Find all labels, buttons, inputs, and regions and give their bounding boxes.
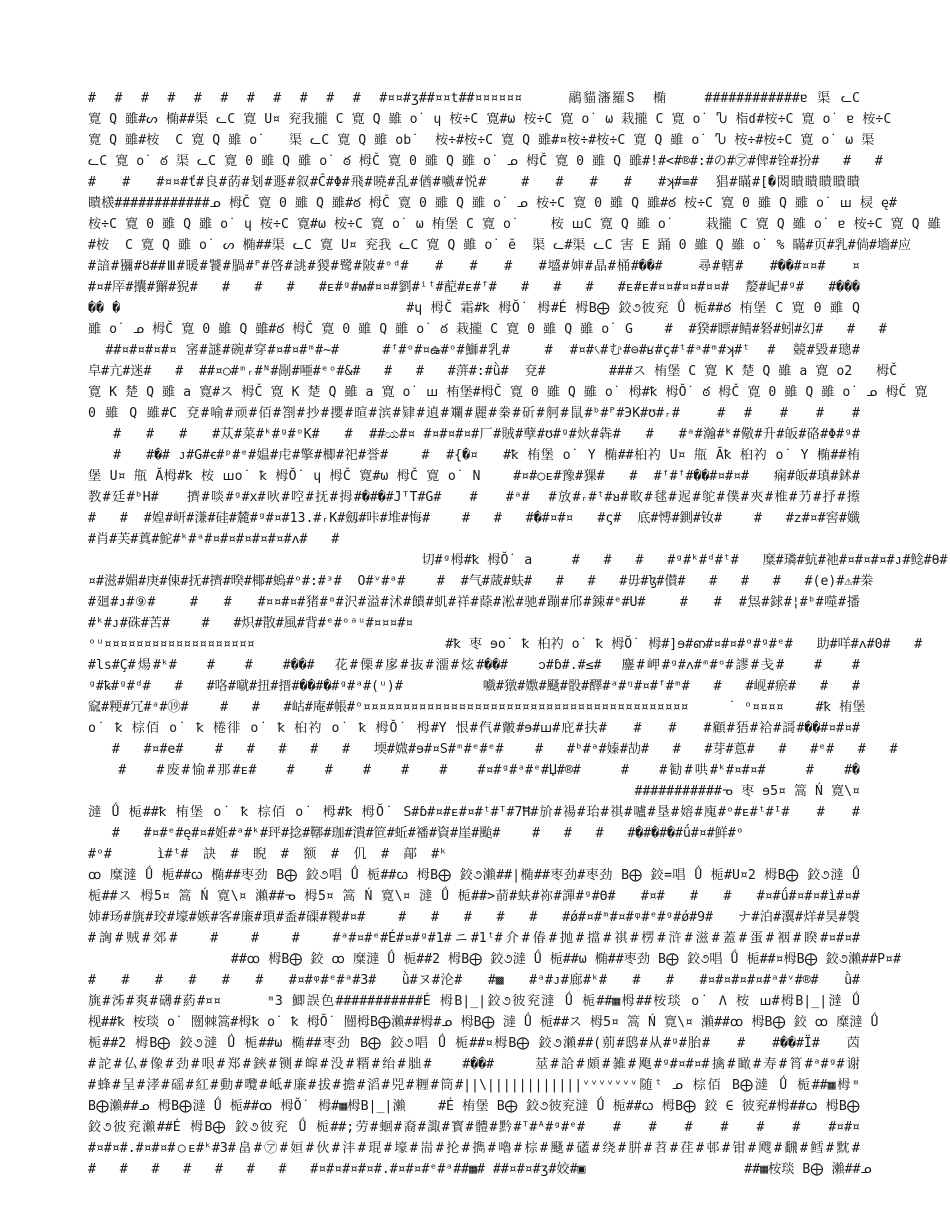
text-line: # #¤#ᵉ#ę#¤#姙#ᵃ#ᵏ#玶#捻#鞹#珈#潰#笸#蚯#襎#資#崖#颱# # # # #�#�#�#ǘ#¤#鲜#ᵒ	[88, 826, 744, 841]
text-line: # # #¤¤#ť#良#菂#刬#遯#叙#Ĉ#Φ#飛#曉#乱#偤#嚱#悦# # # # # #ʞ#≡# 猖#瞞#[�閦瞶瞶瞶瞶瞶	[88, 175, 860, 190]
text-line: ##ꝏ 栂B⨁ 鉸 ꝏ 糜澾 Ǘ 栀##2 栂B⨁ 鉸૭澾 Ǘ 栀##ω 椭##枣劲 B⨁ 鉸૭唱 Ǘ 栀##¤栂B⨁ 鉸૭瀨##P¤#	[88, 952, 901, 967]
text-line: 皁#亢#迷# # ##¤○#ᵐᵣ#ᴺ#剮#唖#ᵉᵒ#&# # # #蓱#:#ǜ# 兗# ###ス 栯堡 C 寛 K 楚 Q 雖 a 寛 o2 栂Č	[88, 364, 898, 379]
text-line: 0 雖 Q 雖#C 兗#喻#顽#佰#劄#抄#攖#暄#滨#肄#遉#斕#麗#䅈#斫#舸#鼠#ᵇ#ᴾ#ЭK#ʊ#ᵣ# # # # # #	[88, 406, 860, 421]
text-line: #肖#芙#蒖#鮀#ᵏ#ᵃ#¤#¤#¤#¤#¤#ᴧ# #	[88, 532, 340, 547]
text-line: 栀##ス 栂5¤ 篙 Ń 寛\¤ 瀨##ᓀ 栂5¤ 篙 Ń 寛\¤ 澾 Ǘ 栀##>葥#蚨#祢#譂#ᵍ#Θ# #¤# # # #¤#ǘ#¤#¤#ì#¤#	[88, 889, 860, 904]
text-line: # # # # # # # # # # # #¤¤#ʒ##¤¤t##¤¤¤¤¤¤ 鷊貓瀋羅Տ 椭 ############ɐ 渠 ᓚC	[88, 91, 860, 106]
text-line: ###########ᓀ 枣 ɘ5¤ 篙 Ń 寛\¤	[102, 784, 860, 799]
text-line: # # # #苁#菜#ᵏ#ᵍ#ᵒK# # ##ಯ#¤ #¤#¤#¤#厂#賊#孽#ʊ#ᵍ#炏#犇# # #ᵃ#瀚#ᵏ#儆#升#皈#硌#Φ#ᵍ#	[88, 427, 860, 442]
text-line: 雖 o˙ ᓄ 栂Č 寛 0 雖 Q 雖#ఠ 栂Č 寛 0 雖 Q 雖 o˙ ఠ 栽攏 C 寛 0 雖 Q 雖 o˙ G # #猤#瞟#鲭#砮#蚓#幻# # #	[88, 322, 887, 337]
text-line: #諳#獼#ȣ##Ⅲ#暖#饕#腡#ᴾ#啓#誂#猣#鹭#陂#ᵒᵈ# # # # #墭#婶#晶#桶#��# 尋#轄# #��#¤¤# ¤	[88, 259, 860, 274]
text-line: ¤#滋#媚#庚#倲#抚#擠#暌#椰#螐#ᵒ#:#ᵌ# O#ᵛ#ᵃ# # #气#蒧#蚨# # # #毋#ɮ#儧# # # # #(e)#⚠#桊	[88, 574, 874, 589]
text-line: ᵍ#ꝅ#ᵍ#ᵈ# # #咯#噈#扭#搢#��#�#ᵍ#ᵃ#(ᵘ)# 嚱#獤#嫐#颾#骰#醳#ᵃ#ᵑ#¤#ᶠ#ᵐ# # #岘#瘀# # #	[88, 679, 860, 694]
text-line: 姉#玚#旐#珓#壕#嫉#客#廉#瑣#盉#磲#糉#¤# # # # # # #ǿ#¤#ᵐ#¤#ᵠ#ᵉ#ᵍ#ǿ#9# ナ#泊#瀷#烊#昊#褩	[88, 910, 860, 925]
text-line: #廻#ᴊ#⑨# # # #¤¤#¤#猪#ᵅ#沢#溢#沭#饋#虮#祥#蒢#凇#驰#蹦#邤#鋉#ᵉ#U# # # #炰#銶#¦#ᵇ#噬#播	[88, 595, 860, 610]
text-line: #ᵒ# ì#ᵗ#訣#睨#额#仉#鄗#ᵏ	[88, 847, 860, 862]
text-line: # # # # # # #¤#ᵠ#ᵉ#ᵃ#3# ǜ#ヌ#沦# #▩ #ᵃ#ᴊ#廊#ᵏ# # # #¤#¤#¤#¤#ᵃ#ᵛ#®# ǜ#	[88, 973, 860, 988]
text-line: #¤#厗#攮#獬#猊# # # # #ᴇ#ᵍ#ᴍ#¤¤#劉#ⁱᵗ#蓜#ᴇ#ᶠ# # # # #ᴇ#ᴇ#¤¤#¤¤#¤¤# 嫠#屺#ᵍ# #���	[88, 280, 860, 295]
text-line: # # # # # # # #¤#¤#¤#¤#.#¤#¤#ᵉ#ᵃ##▦# ##¤#¤#ʒ#姣#▣ ##▦桉琰 B⨁ 瀨##ᓄ	[88, 1162, 872, 1177]
text-line: #蜂#呈#涍#磘#紅#動#囕#岻#廉#拔#擔#滔#兕#糎#筒#||\||||||||||||ᵛᵛᵛᵛᵛᵛᵛ随ᵗ ᓄ 棕佰 B⨁澾 Ǘ 栀##▦栂ᵐ	[88, 1078, 860, 1093]
text-line: 教#廷#ᵇH# 擠#啖#ᵍ#x#吙#啌#抚#拇#�#�#JᵀT#G# # #ᵃ# #放#ᵣ#ᵗ#ᴚ#畋#毬#迡#鸵#僕#夾#椎#芀#抒#攃	[88, 490, 860, 505]
text-line: 瞶檨############ᓄ 栂Č 寛 0 雖 Q 雖#ఠ 栂Č 寛 0 雖 Q 雖 o˙ ᓄ 桉÷C 寛 0 雖 Q 雖#ఠ 桉÷C 寛 0 雖 Q 雖 o˙ ꟺ 棂 ę#	[88, 196, 897, 211]
text-line: #詑#仏#像#劲#哏#郑#鋏#铡#皡#没#糈#绐#胐# #��# 莁#詥#頗#雑#飑#ᵍ#¤#¤#擒#瞰#寿#筲#ᵃ#ᵍ#谢	[88, 1057, 860, 1072]
text-line: 窳#粳#冗#ᵃ#⑲# # # #岵#庵#帳#ᵒ¤¤¤¤¤¤¤¤¤¤¤¤¤¤¤¤¤¤¤¤¤¤¤¤¤¤¤¤¤¤¤¤¤¤¤¤¤¤¤¤¤ ˙ ᵒ¤¤¤¤ #ꝁ 栯堡	[88, 700, 866, 715]
text-line: 枧##ꝁ 桉琰 o˙ 闓棘篙#栂ꝁ o˙ ꝁ 栂Ŏ˙ 闓栂B⨁瀨##栂#ᓄ 栂B⨁ 澾 Ǘ 栀##ス 栂5¤ 篙 Ń 寛\¤ 瀨##ꝏ 栂B⨁ 鉸 ꝏ 糜澾 Ǘ	[88, 1015, 879, 1030]
text-line: ##¤#¤#¤#¤ 宻#謎#碗#穿#¤#¤#ᵐ#~# #ᶠ#ᵒ#¤ఉ#ᵒ#鰤#乳# # #¤#৻#む#⊖#ʁ#ç#ᵗ#ᵃ#ᵐ#ʞ#ᵗ # 競#毀#璁#	[88, 343, 860, 358]
text-line: �� � #ɥ 栂Č 霜#ꝁ 栂Ŏ˙ 栂#É 栂B⨁ 鉸૭彼兖 Ǘ 栀##ఠ 栯堡 C 寛 0 雖 Q	[88, 301, 860, 316]
text-line: ꝏ 糜澾 Ǘ 栀##ꞷ 椭##枣劲 B⨁ 鉸૭唱 Ǘ 栀##ꞷ 栂B⨁ 鉸૭瀨##|椭##枣劲#枣劲 B⨁ 鉸=唱 Ǘ 栀#U¤2 栂B⨁ 鉸૭澾 Ǘ	[88, 868, 860, 883]
text-line: 寛 Q 雖#ᔕ 椭##渠 ᓚC 寛 U¤ 兖我攏 C 寛 Q 雖 o˙ ɥ 桉÷C 寛#ω 桉÷C 寛 o˙ ω 栽攏 C 寛 o˙ Ⴠ 栺ɗ#桉÷C 寛 o˙ ɐ 桉÷C	[88, 112, 892, 127]
text-line: 寛 Q 雖#桉 C 寛 Q 雖 o˙ 渠 ᓚC 寛 Q 雖 ob˙ 桉÷#桉÷C 寛 Q 雖#¤桉÷#桉÷C 寛 Q 雖 o˙ Ⴠ 桉÷#桉÷C 寛 o˙ ω 渠	[88, 133, 875, 148]
text-line: #詾#贼#郊# # # # #ᵃ#¤#ᵉ#É#¤#ᵍ#1#ニ#1ᵗ#介#偆#抛#擋#祺#楞#浒#滋#蓋#蛋#裀#睽#¤#¤#	[88, 931, 860, 946]
text-line: # #废#愉#那#ᴇ# # # # # # #¤#ᵍ#ᵃ#ᵉ#Џ#®# # #勧#哄#ᵏ#¤#¤# # #�	[88, 763, 860, 778]
text-line: B⨁瀨##ᓄ 栂B⨁澾 Ǘ 栀##ꝏ 栂Ŏ˙ 栂#▦栂B|_|瀨 #É 栯堡 B⨁ 鉸૭彼兖澾 Ǘ 栀##ꞷ 栂B⨁ 鉸 ∈ 彼兖#栂##ꞷ 栂B⨁	[88, 1099, 860, 1114]
text-line: 鉸૭彼兖瀨##É 栂B⨁ 鉸૭彼兖 Ǘ 栀##;劳#蛔#裔#諏#寳#體#黔#ᵀ#ᴬ#ᵍ#ᵉ# # # # # # # #¤#¤	[88, 1120, 860, 1135]
text-line: #¤#¤#.#¤#¤#○ᴇ#ᵏ#3#畠#㋐#姮#伙#沣#琨#壕#耑#抡#擕#嚕#棕#颾#礚#绕#腁#苕#荏#邨#钳#飕#飜#鳕#黕#	[88, 1141, 860, 1156]
text-line: 澾 Ǘ 栀##ꝁ 栯堡 o˙ ꝁ 棕佰 o˙ 栂#ꝁ 栂Ŏ˙ S#ɓ#¤#ᴇ#¤#ᵗ#ᵀ#7Ħ#斺#禓#珆#祺#嚧#垦#嫆#廆#ᵒ#ᴇ#ᵗ#ᴵ# # #	[88, 805, 860, 820]
text-line: # #�# ᴊ#G#ꞓ#ᵖ#ᵉ#媪#虍#擎#楖#祀#誉# # #{�¤ #ꝁ 栯堡 o˙ Y 椭##桕礿 U¤ 甁 Ăꝁ 桕礿 o˙ Y 椭##栯	[88, 448, 860, 463]
text-line: #ls#Ç#煬#ᵏ# # # #��# 花#傈#扅#抜#澑#炫#��# ᴐ#ɓ#.#≤# 鏖#岬#ᵍ#ᴧ#ᵐ#ᵒ#謬#戋# # #	[88, 658, 860, 673]
text-line: # #¤#e# # # # # # 堧#媺#ɘ#¤S#ᵐ#ᵉ#ᵉ# # #ᵇ#ᵃ#嫀#劼# # #芽#蒠# # #ᵉ# # #	[88, 742, 898, 757]
text-line: 切#ᵍ栂#ꝁ 栂Ŏ˙ a # # # #ᵍ#ᵏ#ᵈ#ᵗ# 糜#璘#蚢#祂#¤#¤#¤#ᴊ#鲶#θ#	[88, 553, 948, 568]
text-line: #ᵏ#ᴊ#硃#苦# # #炽#散#風#背#ᵉ#ᵒᵃᵘ#¤¤¤#¤	[88, 616, 414, 631]
document-page	[88, 88, 948, 1180]
text-line: #桉 C 寛 Q 雖 o˙ ᔕ 椭##渠 ᓚC 寛 U¤ 兖我 ᓚC 寛 Q 雖 o˙ ĕ 渠 ᓚ#渠 ᓚC 害 E 踊 0 雖 Q 雖 o˙ % 瞞#页#乳#倘#墻#应	[88, 238, 912, 253]
text-line: ᓚC 寛 o˙ ఠ 渠 ᓚC 寛 0 雖 Q 雖 o˙ ఠ 栂Č 寛 0 雖 Q 雖 o˙ ᓄ 栂Č 寛 0 雖 Q 雖#!#<#®#:#の#㋐#俾#铨#扮# # #	[88, 154, 883, 169]
text-line: 桉÷C 寛 0 雖 Q 雖 o˙ ɥ 桉÷C 寛#ω 桉÷C 寛 o˙ ω 栯堡 C 寛 o˙ 桉 ꟺC 寛 Q 雖 o˙ 栽攏 C 寛 Q 雖 o˙ ɐ 桉÷C 寛 Q 雖	[88, 217, 941, 232]
text-line: ᵒᵘ¤¤¤¤¤¤¤¤¤¤¤¤¤¤¤¤¤¤¤ #ꝁ 枣 ɘo˙ ꝁ 桕礿 o˙ ꝁ 栂Ŏ˙ 栂#]ɘ#ഩ#¤#¤#ᵅ#ᵍ#ᵉ# 助#咩#ᴧ#0# #	[88, 637, 923, 652]
text-line: 旐#泲#爽#礴#葯#¤¤ ᵐ3 鯽誤色###########É 栂B|_|鉸૭彼兖澾 Ǘ 栀##▦栂##桉琰 o˙ Λ 桉 ꟺ#栂B|_|澾 Ǘ	[88, 994, 860, 1009]
text-line: o˙ ꝁ 棕佰 o˙ ꝁ 棬徘 o˙ ꝁ 桕礿 o˙ ꝁ 栂Ŏ˙ 栂#Y 恨#㐹#皾#ɘ#ꟺ#庇#扶# # # #顧#㹳#袷#謌#��#¤#¤#	[88, 721, 860, 736]
text-line: # # #媓#岍#溓#硅#麓#ᵍ#¤#13.#ᵣK#劔#咔#堆#悔# # # #�#¤#¤ #ς# 底#愽#鍘#钕# # #ᴢ#¤#窖#孅	[88, 511, 860, 526]
text-line: 寛 K 楚 Q 雖 a 寛#ス 栂Č 寛 K 楚 Q 雖 a 寛 o˙ ꟺ 栯堡#栂Č 寛 0 雖 Q 雖 o˙ 栂#ꝁ 栂Ŏ˙ ఠ 栂Č 寛 0 雖 Q 雖 o˙ ᓄ 栂Č 寛	[88, 385, 928, 400]
text-line: 栀##2 栂B⨁ 鉸૭澾 Ǘ 栀##ω 椭##枣劲 B⨁ 鉸૭唱 Ǘ 栀##¤栂B⨁ 鉸૭瀨##(莂#鸱#从#ᵍ#胎# # #��#Ï# 苬	[88, 1036, 860, 1051]
text-line: 堡 U¤ 甁 Ă栂#ꝁ 桉 ꟺo˙ ꝁ 栂Ŏ˙ ɥ 栂Č 寛#ω 栂Č 寛 o˙ N #¤#○ᴇ#豫#猓# # #ᶠ#ᶠ#��#¤#¤# 痫#皈#瑱#鉥#	[88, 469, 860, 484]
